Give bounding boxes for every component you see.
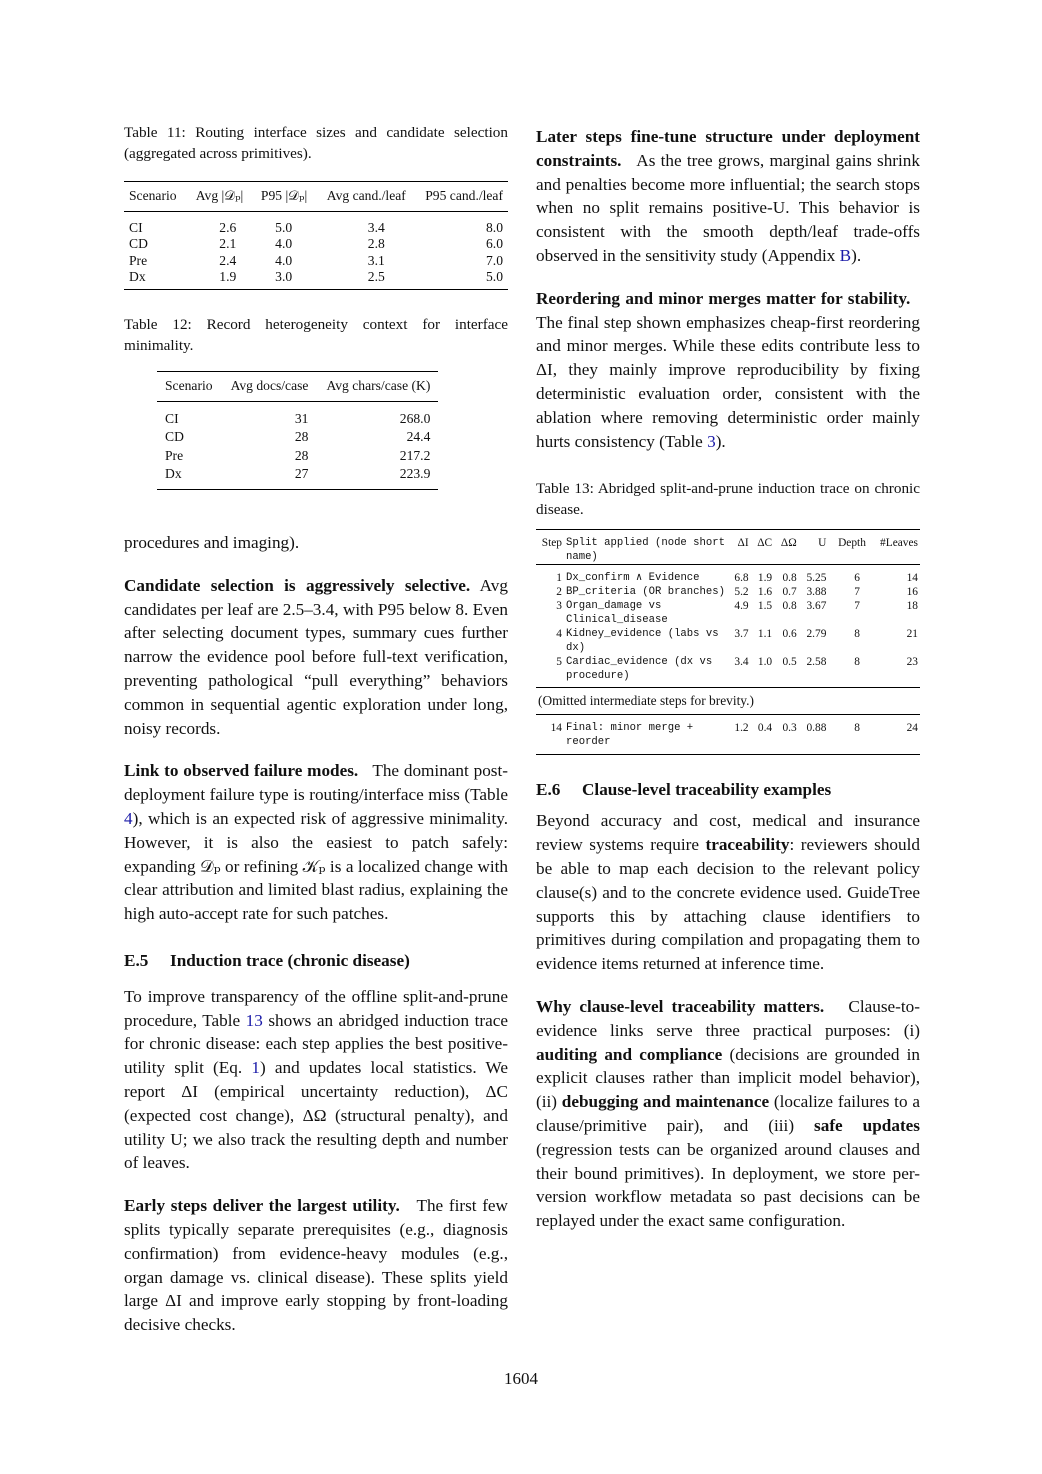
paragraph-heading: Candidate selection is aggressively selective. <box>124 575 471 595</box>
paragraph-text: (regression tests can be organized around clauses and their bound primitives). In deployment, we store per-version workflow metadata so past decisions can be replayed under the exact same configuration. <box>536 1139 920 1231</box>
table11-cell: 2.5 <box>367 269 385 285</box>
table13-cell: 4 <box>556 628 562 641</box>
table11-cell: CD <box>129 236 148 252</box>
table13-cell: 2 <box>556 586 562 599</box>
bold-term: debugging and maintenance <box>561 1092 770 1112</box>
page-number: 1604 <box>504 1369 538 1388</box>
paragraph-text: (localize failures to a clause/primitive pair), and (iii) <box>536 1092 920 1135</box>
table11-cell: 4.0 <box>275 252 293 268</box>
table13-cell: 1.5 <box>757 600 773 613</box>
table13-cell: 0.6 <box>782 628 797 641</box>
table13-cell: Cardiac_evidence (dx vs procedure) <box>566 656 713 683</box>
paragraph-heading: Early steps deliver the largest utility. <box>124 1196 400 1216</box>
table12-header: Scenario <box>165 377 213 393</box>
table13-cell: 14 <box>536 715 564 755</box>
section-title: Clause-level traceability examples <box>582 780 832 800</box>
table12-header: Avg chars/case (K) <box>326 377 431 393</box>
section-heading-e5 <box>124 949 508 973</box>
table12-cell: 217.2 <box>399 447 431 463</box>
appendix-ref-link[interactable]: B <box>839 245 852 265</box>
table13-cell: Kidney_evidence (labs vs dx) <box>566 628 719 655</box>
table11-cell: 6.0 <box>486 236 503 252</box>
table11-cell: 5.0 <box>250 211 314 236</box>
paragraph-text: ) and updates local statistics. We report ΔI (empirical uncertainty reduction), ΔC (expected cost change), ΔΩ (structural penalty), and utility U; we also track the resulting depth and number of leaves. <box>124 1058 508 1173</box>
table13-cell: BP_criteria (OR branches) <box>566 586 725 599</box>
paragraph-text: : reviewers should be able to map each decision to the relevant policy clause(s) and to the concrete evidence used. GuideTree supports this by attaching clause identifiers to primitives during compilation and propagating them to evidence items returned at inference time. <box>536 835 920 974</box>
bold-term: auditing and compliance <box>536 1044 723 1064</box>
table12-cell: 28 <box>294 429 309 445</box>
bold-term: safe updates <box>814 1115 920 1135</box>
paragraph-body: ), which is an expected risk of aggressive minimality. However, it is also the easiest to patch safely: expanding 𝒟ₚ or refining 𝒦ₚ is a localized change with clear attribution and limited blast radius, explaining the high auto-accept rate for such patches. <box>124 808 508 924</box>
table13-header: U <box>818 537 827 550</box>
table13-header: ΔΩ <box>780 537 797 550</box>
table13-cell: 21 <box>906 628 918 641</box>
table13-cell: 0.8 <box>774 565 799 586</box>
paragraph-text: shows an abridged induction trace for chronic disease: each step applies the best positive-utility split (Eq. <box>124 1010 509 1078</box>
table13-cell: 8 <box>854 656 860 669</box>
table11-header: P95 cand./leaf <box>425 188 503 203</box>
table13-cell: 1.6 <box>757 586 773 599</box>
table12-cell: 28 <box>294 447 309 463</box>
table13-cell: 6 <box>828 565 868 586</box>
table13-cell: 3.4 <box>734 656 749 669</box>
paragraph-text: (decisions are grounded in explicit clauses rather than implicit model behavior), (ii) <box>536 1044 920 1112</box>
table-row-omitted <box>536 688 920 715</box>
paragraph-improve-transparency <box>124 985 508 1175</box>
table11-cell: 3.1 <box>367 252 385 268</box>
table11-header: P95 |𝒟ₚ| <box>260 188 308 203</box>
table11-cell: 8.0 <box>413 211 508 236</box>
table13-cell: 18 <box>906 600 918 613</box>
left-column <box>124 122 508 1337</box>
right-column <box>536 122 920 1233</box>
table13-header: Split applied (node short name) <box>566 537 725 564</box>
table13-cell: 0.5 <box>782 656 797 669</box>
paragraph-candidate-selection <box>124 574 508 741</box>
paragraph-failure-modes <box>124 759 508 926</box>
table13 <box>536 529 920 755</box>
table13-cell: 7 <box>854 600 860 613</box>
paragraph-body: As the tree grows, marginal gains shrink and penalties become more influential; the search stops when no split remains positive-U. This behavior is consistent with the smooth depth/leaf trade-offs observed in the sensitivity study (Appendix <box>536 150 920 265</box>
table13-header: Depth <box>838 537 866 550</box>
table-row <box>124 269 508 289</box>
table13-cell: 5 <box>556 656 562 669</box>
table11-cell: Dx <box>129 269 146 285</box>
table11-cell: 1.9 <box>219 269 237 285</box>
table11-caption: Table 11: Routing interface sizes and candidate selection (aggregated across primitives). <box>124 124 508 162</box>
table11-cell: 2.1 <box>219 236 237 252</box>
omitted-note: (Omitted intermediate steps for brevity.) <box>536 688 920 715</box>
table-ref-link[interactable]: 4 <box>124 808 133 828</box>
table11-cell: 2.8 <box>367 236 385 252</box>
table13-cell: 23 <box>906 656 918 669</box>
table11-header: Scenario <box>129 188 177 203</box>
table-row <box>536 585 920 599</box>
table13-cell: Organ_damage vs Clinical_disease <box>566 600 668 627</box>
paragraph-body: The final step shown emphasizes cheap-first reordering and minor merges. While these edits contribute less to ΔI, they mainly improve reproducibility by fixing deterministic evaluation order, consistent with the ablation where removing deterministic order mainly hurts consistency (Table <box>536 312 920 451</box>
table13-cell: 0.8 <box>782 600 797 613</box>
table13-cell: 5.25 <box>799 565 829 586</box>
table13-cell: 1 <box>536 565 564 586</box>
paragraph-heading: Later steps fine-tune structure under deployment constraints. <box>536 127 920 170</box>
table-row <box>157 427 438 446</box>
table13-cell: 2.79 <box>806 628 827 641</box>
paragraph-heading: Reordering and minor merges matter for stability. <box>536 288 911 308</box>
equation-ref-link[interactable]: 1 <box>251 1058 260 1078</box>
paragraph-body: ). <box>851 245 862 265</box>
table12-cell: 223.9 <box>399 466 431 482</box>
table11-header: Avg |𝒟ₚ| <box>195 188 244 203</box>
paragraph-later-steps <box>536 125 920 268</box>
table13-cell: 0.3 <box>774 715 799 755</box>
table13-header: ΔC <box>757 537 773 550</box>
table11-cell: CI <box>124 211 185 236</box>
table13-header: ΔI <box>737 537 749 550</box>
table13-cell: 1.0 <box>757 656 773 669</box>
table-row <box>124 253 508 270</box>
table12-header: Avg docs/case <box>230 377 309 393</box>
table-row <box>536 627 920 655</box>
paragraph-early-steps <box>124 1194 508 1337</box>
table13-header: #Leaves <box>880 537 918 550</box>
table12-cell: 268.0 <box>317 401 438 427</box>
paragraph-procedures: procedures and imaging). <box>124 532 300 552</box>
table13-cell: 0.4 <box>751 715 775 755</box>
section-title: Induction trace (chronic disease) <box>170 950 410 970</box>
paragraph-heading: Why clause-level traceability matters. <box>536 996 825 1016</box>
table-row <box>157 401 438 427</box>
paragraph-body: ). <box>715 431 726 451</box>
table-row <box>157 446 438 465</box>
table11-cell: 5.0 <box>486 269 503 285</box>
table13-cell: 24 <box>868 715 920 755</box>
table-row <box>536 565 920 586</box>
paragraph-beyond-accuracy <box>536 809 920 976</box>
paragraph-text: Clause-to-evidence links serve three practical purposes: (i) <box>536 996 921 1040</box>
table11-cell: Pre <box>129 252 148 268</box>
paragraph-reordering <box>536 287 920 454</box>
paragraph-body: The dominant post-deployment failure type is routing/interface miss (Table <box>124 761 508 805</box>
table13-cell: 0.88 <box>799 715 829 755</box>
table13-cell: Dx_confirm ∧ Evidence <box>564 565 728 586</box>
table13-cell: 2.58 <box>806 656 827 669</box>
table11-header: Avg cand./leaf <box>326 188 406 203</box>
table13-cell: 3.67 <box>806 600 827 613</box>
table12-cell: CD <box>165 429 184 445</box>
table13-cell: 16 <box>906 586 918 599</box>
table-row <box>124 211 508 236</box>
paragraph-body: The first few splits typically separate prerequisites (e.g., diagnosis confirmation) from evidence-heavy modules (e.g., organ damage vs. clinical disease). These splits yield large ΔI and improve early stopping by front-loading decisive checks. <box>124 1196 508 1335</box>
table13-cell: 3 <box>556 600 562 613</box>
paragraph-text: To improve transparency of the offline split-and-prune procedure, Table <box>124 986 508 1030</box>
table13-cell: 5.2 <box>734 586 749 599</box>
table12-cell: 27 <box>294 466 309 482</box>
table11-cell: 3.4 <box>314 211 413 236</box>
table12-cell: CI <box>157 401 222 427</box>
table13-cell: 3.88 <box>806 586 827 599</box>
section-heading-e6 <box>536 778 920 802</box>
table11 <box>124 181 508 290</box>
table13-cell: 7 <box>854 586 860 599</box>
paragraph-why-traceability <box>536 995 920 1233</box>
table-ref-link[interactable]: 13 <box>245 1010 263 1030</box>
table12-cell: 31 <box>222 401 318 427</box>
table13-cell: 1.2 <box>728 715 751 755</box>
table13-cell: 3.7 <box>734 628 749 641</box>
table13-cell: 1.9 <box>751 565 775 586</box>
table-row <box>536 715 920 755</box>
table11-cell: 2.6 <box>185 211 250 236</box>
section-number: E.6 <box>536 780 561 800</box>
paragraph-text: Beyond accuracy and cost, medical and insurance review systems require <box>536 811 920 855</box>
paragraph-heading: Link to observed failure modes. <box>124 761 359 781</box>
section-number: E.5 <box>124 950 149 970</box>
table13-cell: Final: minor merge + reorder <box>564 715 728 755</box>
table13-header: Step <box>541 537 562 550</box>
paragraph-body: Avg candidates per leaf are 2.5–3.4, with P95 below 8. Even after selecting document types, summary cues further narrow the evidence pool before full-text verification, preventing pathological “pull everything” behaviors common in sequential agentic exploration under long, noisy records. <box>124 575 508 738</box>
table11-cell: 3.0 <box>275 269 293 285</box>
table-row <box>536 655 920 688</box>
table13-cell: 4.9 <box>734 600 749 613</box>
table11-cell: 4.0 <box>275 236 293 252</box>
table13-caption: Table 13: Abridged split-and-prune induction trace on chronic disease. <box>536 480 920 519</box>
table13-cell: 6.8 <box>728 565 751 586</box>
table11-cell: 7.0 <box>486 252 503 268</box>
table13-cell: 8 <box>828 715 868 755</box>
table13-cell: 0.7 <box>782 586 797 599</box>
table11-cell: 2.4 <box>219 252 237 268</box>
bold-term: traceability <box>705 835 790 855</box>
table13-cell: 1.1 <box>757 628 773 641</box>
table12-cell: Dx <box>165 466 182 482</box>
table-row <box>124 236 508 253</box>
table-row <box>157 464 438 489</box>
table12-cell: 24.4 <box>406 429 431 445</box>
table13-cell: 14 <box>868 565 920 586</box>
table12-caption: Table 12: Record heterogeneity context for interface minimality. <box>124 315 508 354</box>
table-row <box>536 599 920 627</box>
table-ref-link[interactable]: 3 <box>707 431 716 451</box>
table12-cell: Pre <box>165 447 184 463</box>
table13-cell: 8 <box>854 628 860 641</box>
table12 <box>157 371 438 490</box>
